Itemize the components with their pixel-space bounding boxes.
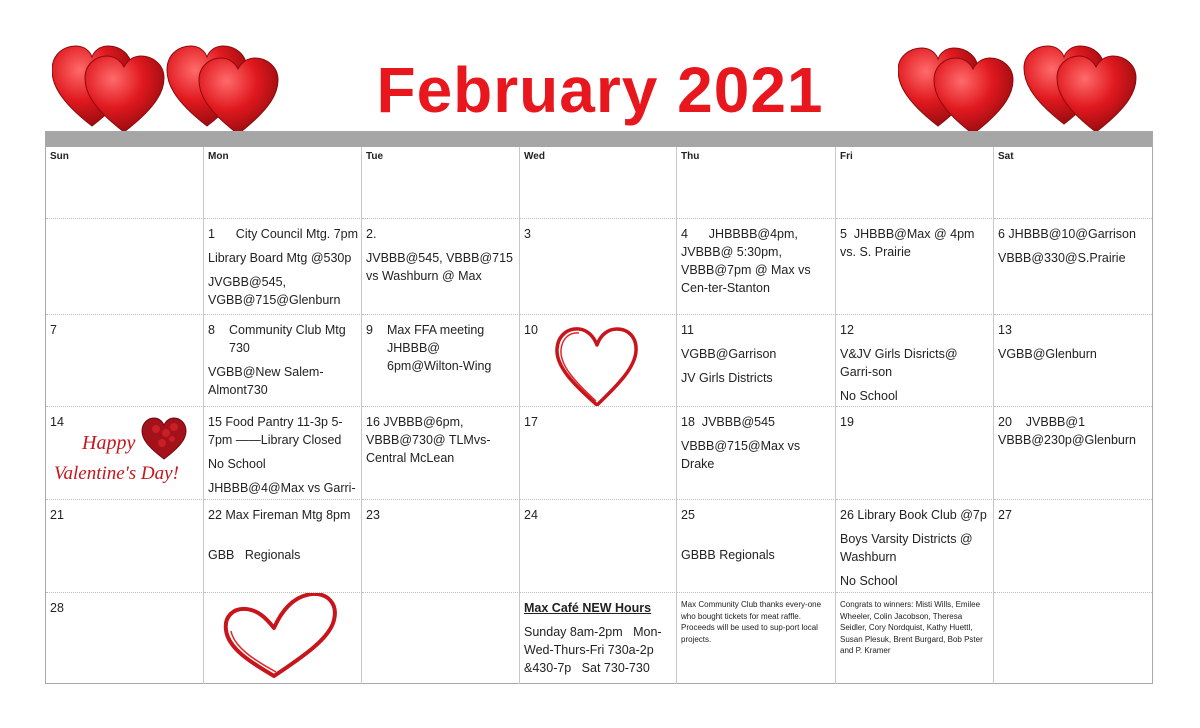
calendar-title: February 2021 bbox=[376, 54, 824, 126]
day-number: 28 bbox=[50, 601, 64, 615]
dayname-sun: Sun bbox=[46, 147, 204, 219]
event-text: No School bbox=[840, 389, 898, 403]
cafe-hours-title: Max Café NEW Hours bbox=[524, 601, 652, 615]
day-cell-empty bbox=[204, 593, 362, 684]
community-club-note-cell bbox=[677, 593, 836, 684]
day-cell-9 bbox=[362, 315, 520, 407]
hearts-decoration-right bbox=[898, 44, 1138, 136]
day-cell-26 bbox=[836, 500, 994, 593]
raffle-winners-cell bbox=[836, 593, 994, 684]
day-cell-2 bbox=[362, 219, 520, 315]
event-text: V&JV Girls Disricts@ Garri-son bbox=[840, 347, 958, 379]
event-text: Library Board Mtg @530p bbox=[208, 251, 352, 265]
event-text: 1 City Council Mtg. 7pm bbox=[208, 227, 359, 241]
cafe-hours-cell bbox=[520, 593, 677, 684]
event-text: 15 Food Pantry 11-3p 5-7pm ——Library Closed bbox=[208, 415, 343, 447]
day-cell-17 bbox=[520, 407, 677, 500]
day-cell-28 bbox=[46, 593, 204, 684]
day-cell-22 bbox=[204, 500, 362, 593]
hearts-decoration-left bbox=[52, 44, 282, 136]
day-cell-20 bbox=[994, 407, 1152, 500]
event-text: VBBB@715@Max vs Drake bbox=[681, 439, 801, 471]
day-cell-1 bbox=[204, 219, 362, 315]
day-cell-11 bbox=[677, 315, 836, 407]
day-number: 25 bbox=[681, 508, 695, 522]
dayname-wed: Wed bbox=[520, 147, 677, 219]
day-cell-16 bbox=[362, 407, 520, 500]
day-cell-24 bbox=[520, 500, 677, 593]
day-cell-23 bbox=[362, 500, 520, 593]
day-number: 27 bbox=[998, 508, 1012, 522]
dayname-sat: Sat bbox=[994, 147, 1152, 219]
day-number: 13 bbox=[998, 323, 1012, 337]
day-cell-21 bbox=[46, 500, 204, 593]
event-text: Max FFA meeting JHBBB@ 6pm@Wilton-Wing bbox=[387, 323, 492, 373]
day-number: 7 bbox=[50, 323, 57, 337]
day-cell-25 bbox=[677, 500, 836, 593]
event-text: 16 JVBBB@6pm, VBBB@730@ TLMvs-Central McLean bbox=[366, 415, 491, 465]
day-cell-empty bbox=[362, 593, 520, 684]
day-number: 23 bbox=[366, 508, 380, 522]
event-text: GBBB Regionals bbox=[681, 548, 775, 562]
event-text: No School bbox=[840, 574, 898, 588]
dayname-thu: Thu bbox=[677, 147, 836, 219]
day-number: 17 bbox=[524, 415, 538, 429]
dayname-tue: Tue bbox=[362, 147, 520, 219]
event-text: 5 JHBBB@Max @ 4pm vs. S. Prairie bbox=[840, 227, 978, 259]
calendar-grid bbox=[45, 131, 1153, 684]
day-number: 8 bbox=[208, 323, 215, 337]
event-text: JV Girls Districts bbox=[681, 371, 773, 385]
dayname-mon: Mon bbox=[204, 147, 362, 219]
event-text: VGBB@Garrison bbox=[681, 347, 777, 361]
event-text: 4 JHBBBB@4pm, JVBBB@ 5:30pm, VBBB@7pm @ Max vs Cen-ter-Stanton bbox=[681, 227, 815, 295]
day-cell-10 bbox=[520, 315, 677, 407]
heart-outline-icon bbox=[552, 321, 642, 407]
day-number: 2. bbox=[366, 227, 377, 241]
day-number: 24 bbox=[524, 508, 538, 522]
valentines-day-image bbox=[52, 411, 197, 496]
day-number: 19 bbox=[840, 415, 854, 429]
event-text: 18 JVBBB@545 bbox=[681, 415, 775, 429]
day-cell-8 bbox=[204, 315, 362, 407]
day-number: 12 bbox=[840, 323, 854, 337]
day-cell-4 bbox=[677, 219, 836, 315]
event-text: 22 Max Fireman Mtg 8pm bbox=[208, 508, 351, 522]
day-cell-13 bbox=[994, 315, 1152, 407]
dayname-fri: Fri bbox=[836, 147, 994, 219]
day-number: 21 bbox=[50, 508, 64, 522]
day-number: 14 bbox=[50, 415, 64, 429]
event-text: No School bbox=[208, 457, 266, 471]
day-number: 3 bbox=[524, 227, 531, 241]
event-text: Community Club Mtg 730 bbox=[229, 323, 346, 355]
event-text: 26 Library Book Club @7p bbox=[840, 508, 987, 522]
day-cell-19 bbox=[836, 407, 994, 500]
rose-heart-icon bbox=[142, 418, 186, 459]
day-cell-5 bbox=[836, 219, 994, 315]
event-text: 6 JHBBB@10@Garrison bbox=[998, 227, 1136, 241]
event-text: VGBB@Glenburn bbox=[998, 347, 1097, 361]
day-cell-7 bbox=[46, 315, 204, 407]
header-bar bbox=[46, 132, 1152, 147]
event-text: VGBB@New Salem-Almont730 bbox=[208, 365, 324, 397]
heart-icon bbox=[934, 58, 1013, 134]
day-cell-6 bbox=[994, 219, 1152, 315]
day-cell-14 bbox=[46, 407, 204, 500]
event-text: VBBB@330@S.Prairie bbox=[998, 251, 1126, 265]
heart-outline-icon bbox=[222, 593, 340, 680]
valentine-line2: Valentine's Day! bbox=[54, 463, 179, 484]
day-cell-27 bbox=[994, 500, 1152, 593]
event-text: JVGBB@545, VGBB@715@Glenburn bbox=[208, 275, 341, 307]
day-cell-18 bbox=[677, 407, 836, 500]
day-number: 10 bbox=[524, 323, 538, 337]
day-cell-empty bbox=[46, 219, 204, 315]
event-text: JVBBB@545, VBBB@715 vs Washburn @ Max bbox=[366, 251, 513, 283]
day-number: 9 bbox=[366, 323, 373, 337]
event-text: Boys Varsity Districts @ Washburn bbox=[840, 532, 973, 564]
event-text: JHBBB@4@Max vs Garri- bbox=[208, 481, 356, 495]
day-cell-15 bbox=[204, 407, 362, 500]
event-text: GBB Regionals bbox=[208, 548, 301, 562]
day-cell-3 bbox=[520, 219, 677, 315]
raffle-winners-note: Congrats to winners: Misti Wills, Emilee Wheeler, Colin Jacobson, Theresa Seidler, Cory Nordquist, Kathy Huettl, Susan Plesuk, Brent Burgard, Bob Pster and P. Kramer bbox=[840, 600, 983, 655]
community-club-note: Max Community Club thanks every-one who bought tickets for meat raffle. Proceeds will be used to sup-port local projects. bbox=[681, 600, 822, 644]
event-text: 20 JVBBB@1 VBBB@230p@Glenburn bbox=[998, 415, 1136, 447]
day-cell-12 bbox=[836, 315, 994, 407]
valentine-line1: Happy bbox=[82, 432, 136, 454]
day-number: 11 bbox=[681, 323, 694, 337]
day-cell-empty bbox=[994, 593, 1152, 684]
cafe-hours-text: Sunday 8am-2pm Mon-Wed-Thurs-Fri 730a-2p &430-7p Sat 730-730 bbox=[524, 625, 662, 675]
